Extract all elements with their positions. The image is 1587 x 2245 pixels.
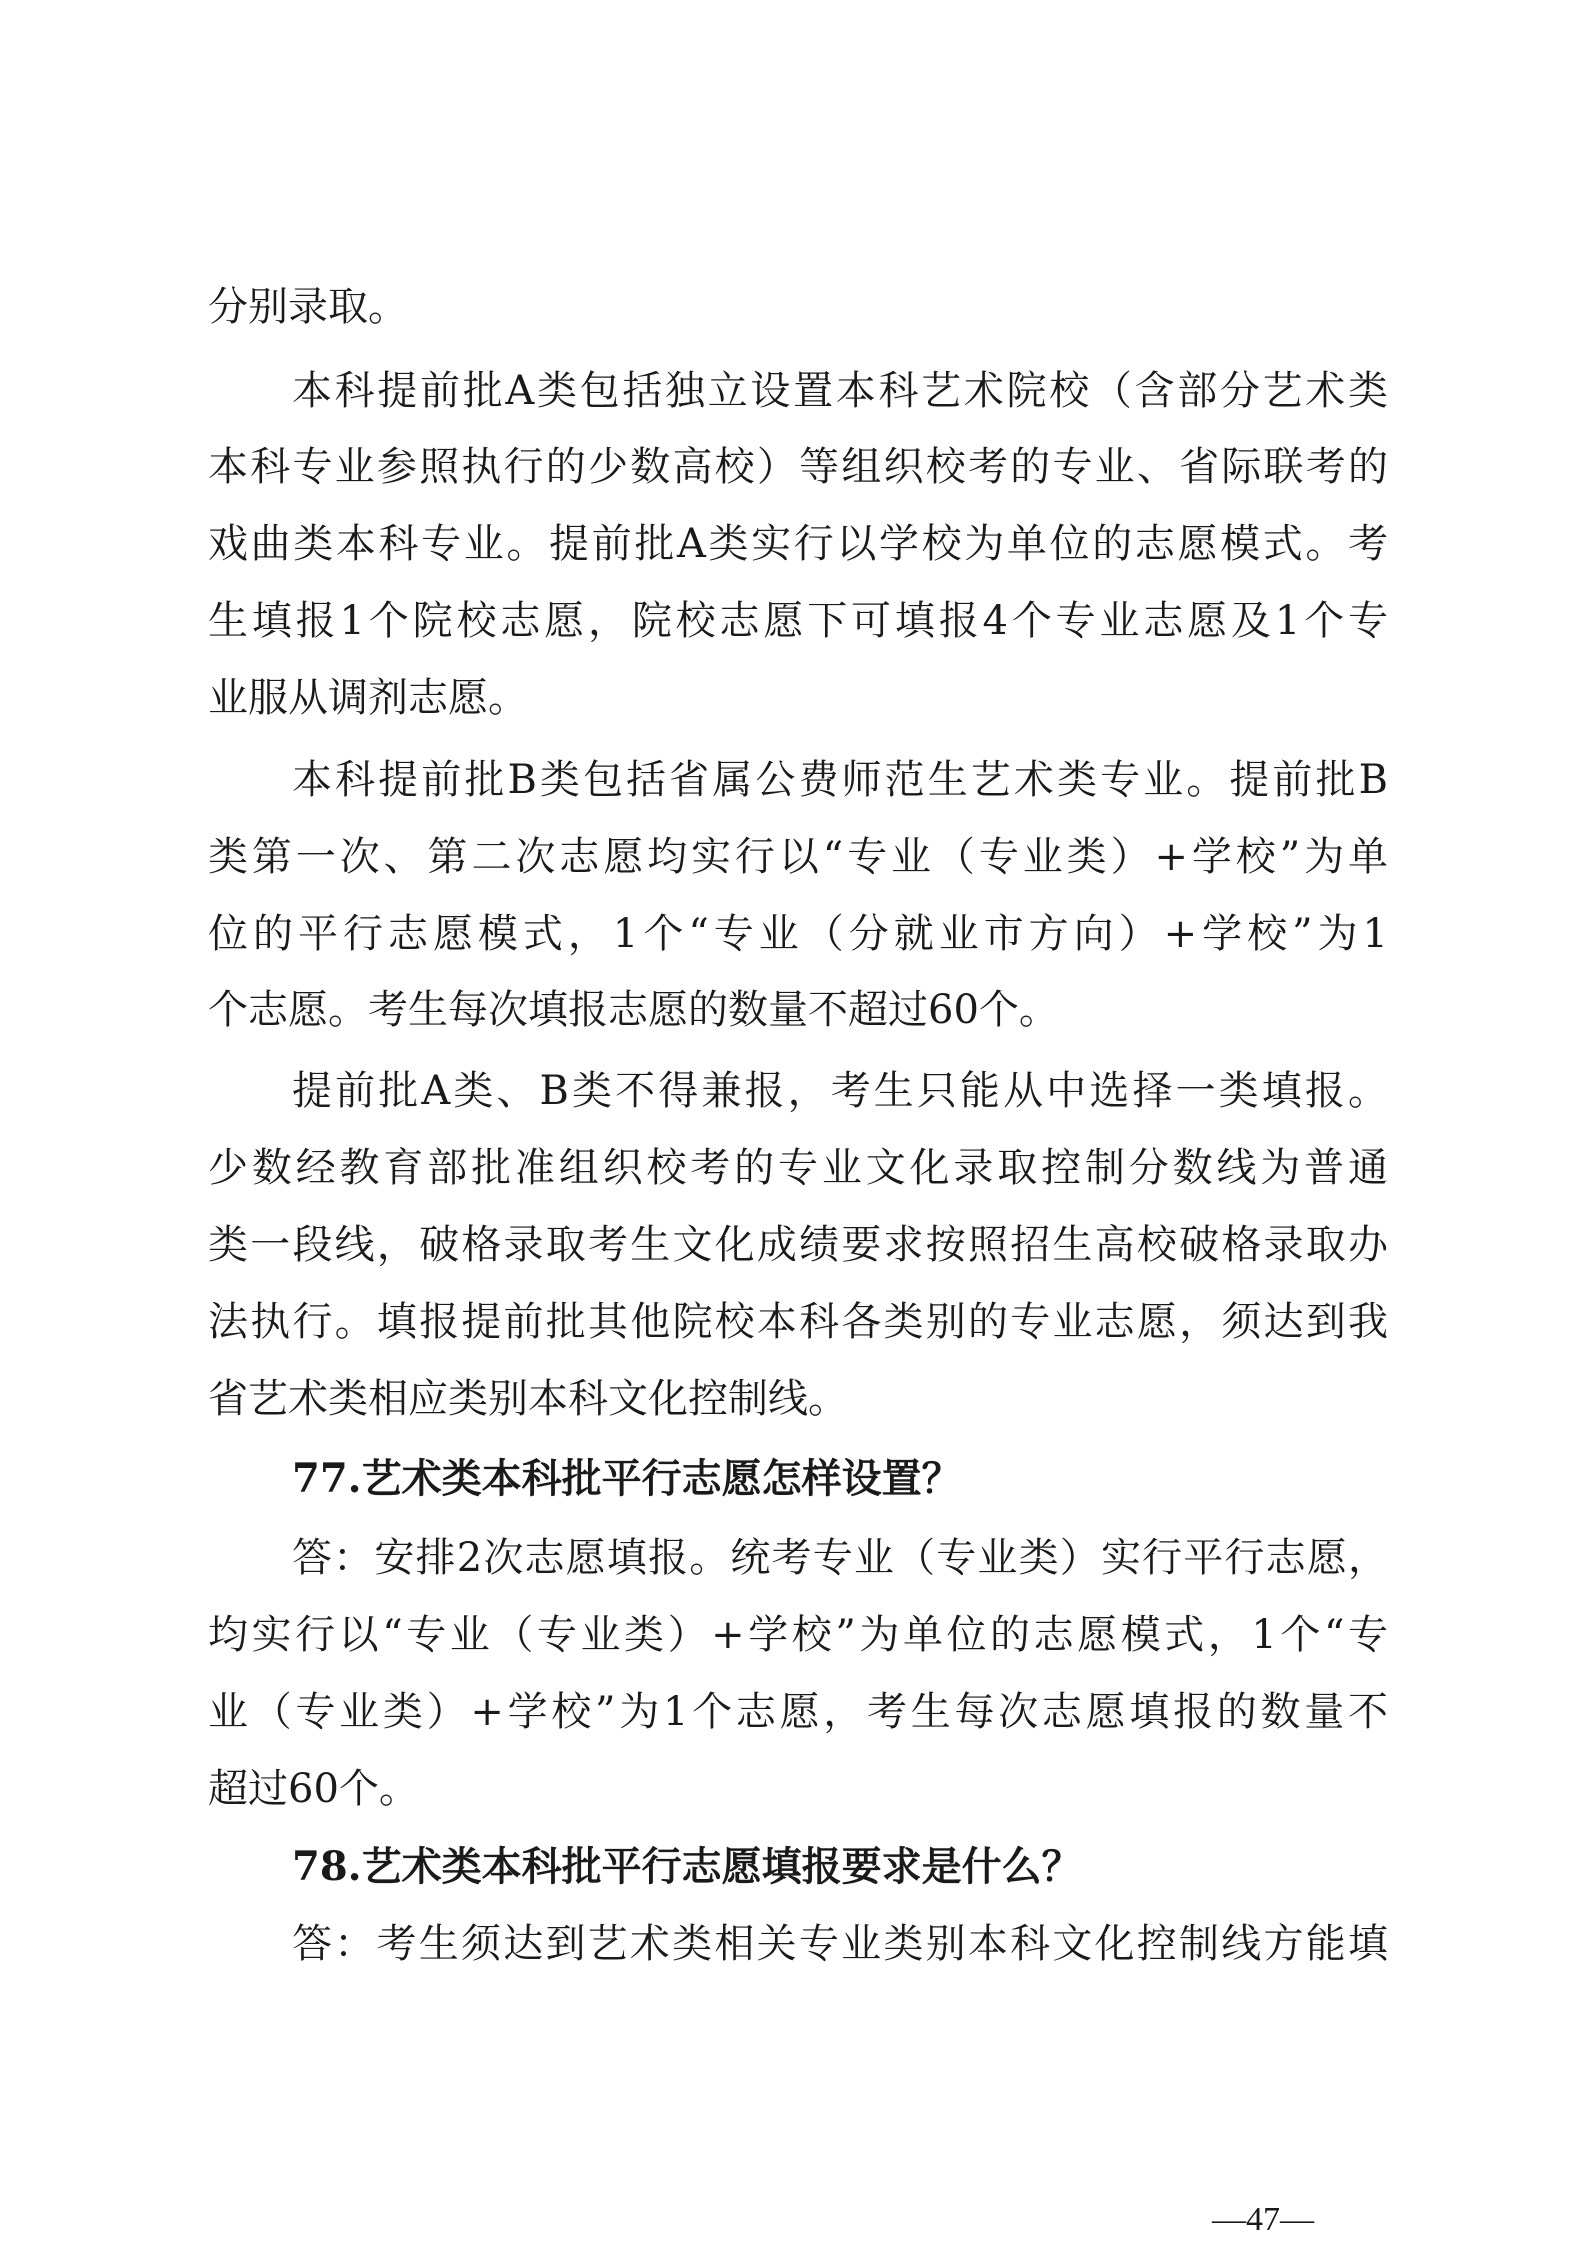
answer-line: 业（专业类）+学校”为1个志愿，考生每次志愿填报的数量不: [208, 1689, 1388, 1735]
question-heading-78: 78.艺术类本科批平行志愿填报要求是什么？: [292, 1843, 1082, 1890]
answer-line: 超过60个。: [208, 1766, 419, 1812]
answer-line: 答：安排2次志愿填报。统考专业（专业类）实行平行志愿，: [292, 1535, 1388, 1581]
text-line: 本科提前批A类包括独立设置本科艺术院校（含部分艺术类: [292, 368, 1388, 414]
answer-line: 均实行以“专业（专业类）+学校”为单位的志愿模式，1个“专: [208, 1612, 1388, 1658]
question-heading-77: 77.艺术类本科批平行志愿怎样设置？: [292, 1455, 962, 1502]
page-number: —47—: [1212, 2201, 1314, 2238]
text-line: 本科专业参照执行的少数高校）等组织校考的专业、省际联考的: [208, 444, 1388, 490]
text-line: 戏曲类本科专业。提前批A类实行以学校为单位的志愿模式。考: [208, 521, 1388, 567]
text-line: 分别录取。: [208, 284, 408, 330]
text-line: 少数经教育部批准组织校考的专业文化录取控制分数线为普通: [208, 1145, 1388, 1191]
answer-line: 答：考生须达到艺术类相关专业类别本科文化控制线方能填: [292, 1921, 1388, 1967]
text-line: 提前批A类、B类不得兼报，考生只能从中选择一类填报。: [292, 1068, 1388, 1114]
text-line: 生填报1个院校志愿，院校志愿下可填报4个专业志愿及1个专: [208, 598, 1388, 644]
text-line: 本科提前批B类包括省属公费师范生艺术类专业。提前批B: [292, 757, 1388, 803]
text-line: 类一段线，破格录取考生文化成绩要求按照招生高校破格录取办: [208, 1222, 1388, 1268]
text-line: 位的平行志愿模式，1个“专业（分就业市方向）+学校”为1: [208, 911, 1388, 957]
text-line: 类第一次、第二次志愿均实行以“专业（专业类）+学校”为单: [208, 834, 1388, 880]
text-line: 省艺术类相应类别本科文化控制线。: [208, 1376, 848, 1422]
text-line: 个志愿。考生每次填报志愿的数量不超过60个。: [208, 987, 1059, 1033]
text-line: 法执行。填报提前批其他院校本科各类别的专业志愿，须达到我: [208, 1299, 1388, 1345]
text-line: 业服从调剂志愿。: [208, 675, 528, 721]
